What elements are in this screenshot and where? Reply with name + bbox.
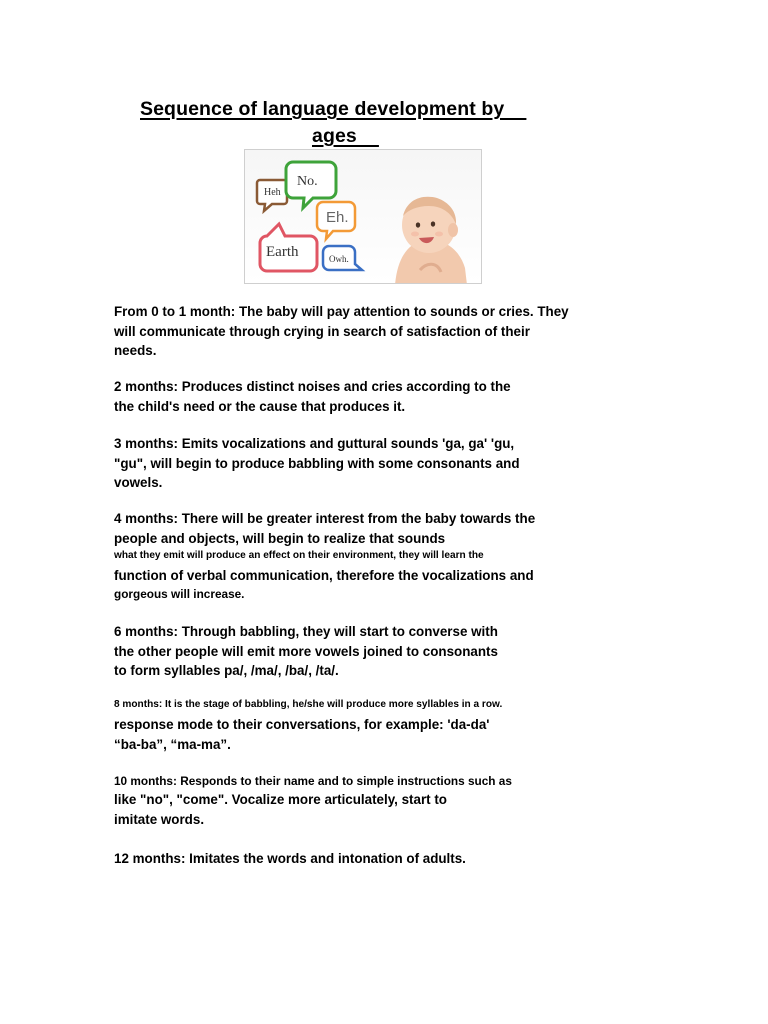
baby-image [395, 197, 467, 284]
page-title-line-1: Sequence of language development by [140, 98, 527, 120]
text-line: needs. [114, 343, 157, 358]
text-line: what they emit will produce an effect on their environment, they will learn the [114, 550, 484, 561]
earth-bubble-text: Earth [266, 244, 299, 260]
page-title [140, 96, 595, 150]
section-10-months [114, 772, 654, 829]
text-line: people and objects, will begin to realize that sounds [114, 530, 446, 546]
no-bubble-text: No. [297, 174, 318, 189]
owh-speech-bubble [323, 246, 362, 270]
owh-bubble-text: Owh. [329, 254, 349, 264]
text-line: 10 months: Responds to their name and to simple instructions such as [114, 774, 512, 788]
eh-speech-bubble [317, 202, 355, 239]
section-6-months [114, 622, 654, 681]
text-line: 6 months: Through babbling, they will start to converse with [114, 624, 498, 639]
earth-speech-bubble [260, 224, 317, 271]
heh-bubble-text: Heh [264, 187, 281, 198]
text-line: response mode to their conversations, for example: 'da-da' [114, 717, 490, 732]
text-line: From 0 to 1 month: The baby will pay attention to sounds or cries. They [114, 304, 569, 319]
text-line: the child's need or the cause that produces it. [114, 398, 406, 414]
text-line: gorgeous will increase. [114, 586, 245, 601]
text-line: 2 months: Produces distinct noises and cries according to the [114, 379, 511, 394]
section-8-months [114, 697, 654, 754]
text-line: 12 months: Imitates the words and intonation of adults. [114, 851, 466, 866]
text-line: imitate words. [114, 811, 205, 827]
text-line: will communicate through crying in search of satisfaction of their [114, 323, 530, 339]
text-line: vowels. [114, 475, 163, 490]
section-2-months [114, 377, 654, 416]
section-4-months [114, 509, 654, 602]
text-line: 8 months: It is the stage of babbling, he/she will produce more syllables in a row. [114, 699, 503, 710]
text-line: the other people will emit more vowels joined to consonants [114, 643, 498, 659]
eh-bubble-text: Eh. [326, 209, 349, 226]
text-line: 4 months: There will be greater interest from the baby towards the [114, 511, 536, 526]
heh-speech-bubble [257, 180, 287, 211]
text-line: "gu", will begin to produce babbling with some consonants and [114, 455, 520, 471]
section-12-months [114, 849, 654, 869]
text-line: “ba-ba”, “ma-ma”. [114, 736, 231, 752]
text-line: 3 months: Emits vocalizations and guttural sounds 'ga, ga' 'gu, [114, 436, 515, 451]
section-3-months [114, 434, 654, 493]
text-line: function of verbal communication, therefore the vocalizations and [114, 568, 534, 583]
text-line: to form syllables pa/, /ma/, /ba/, /ta/. [114, 663, 339, 678]
page-title-line-2: ages [312, 125, 379, 147]
section-0-to-1-month [114, 302, 654, 361]
baby-speech-bubbles-illustration [244, 149, 482, 284]
illustration-svg [245, 150, 482, 284]
text-line: like "no", "come". Vocalize more articulately, start to [114, 792, 447, 807]
